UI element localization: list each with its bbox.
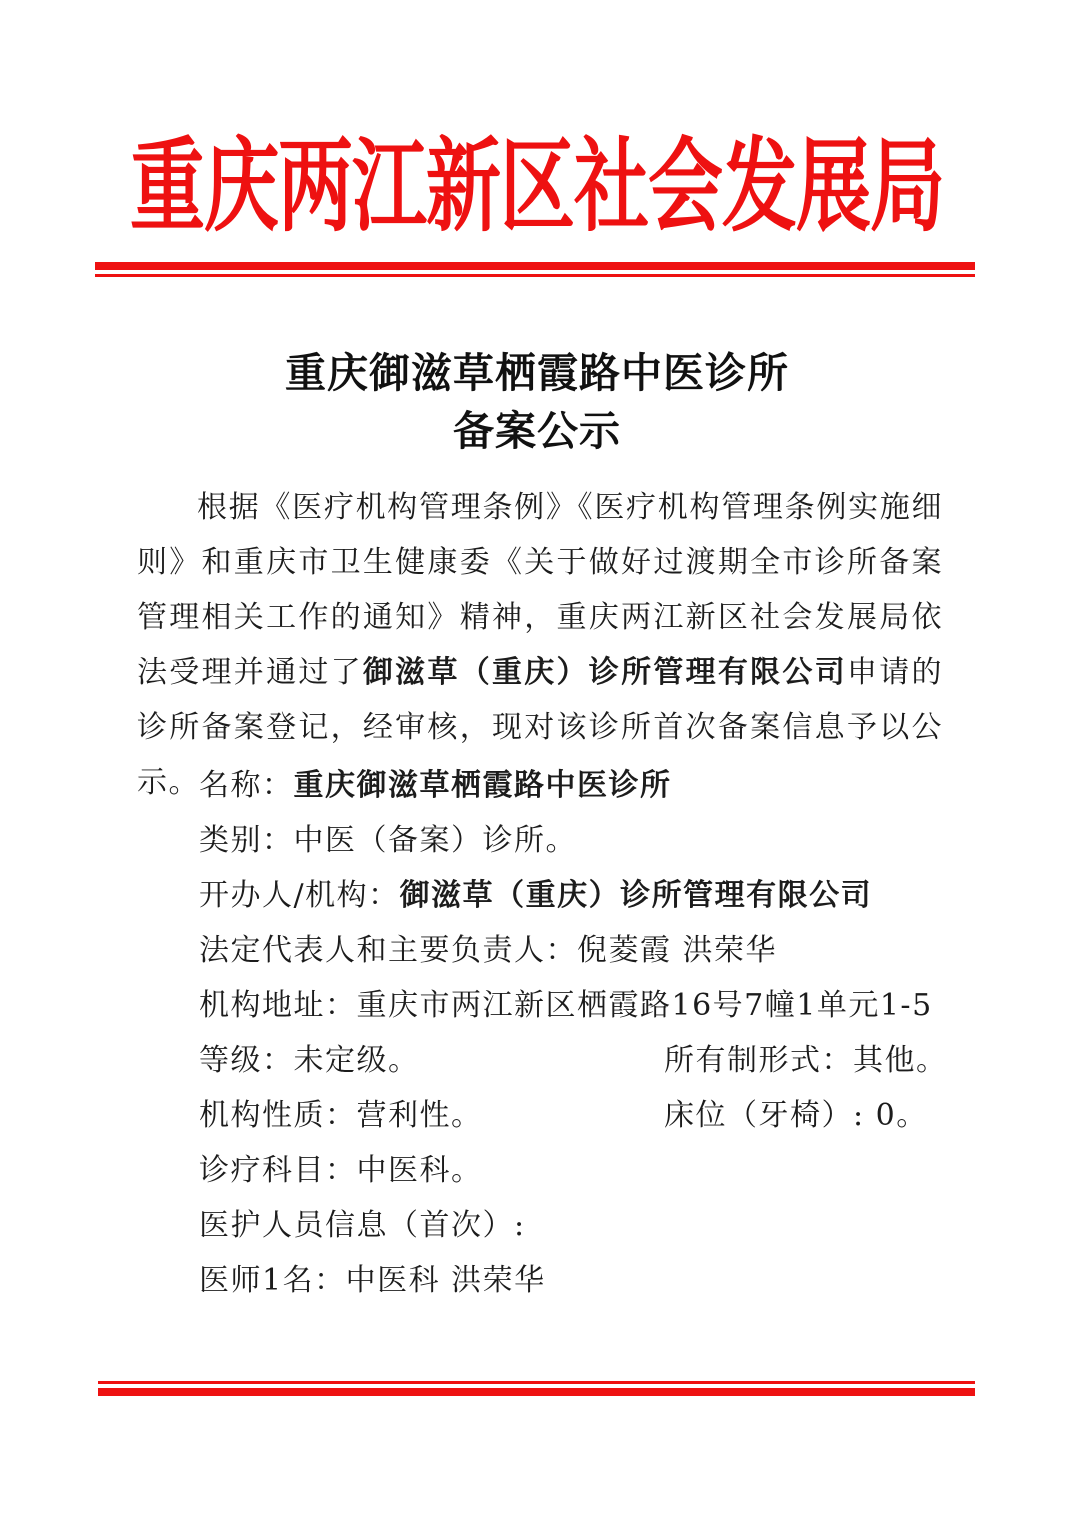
field-row-name <box>137 758 943 813</box>
field-value-departments: 中医科。 <box>356 1153 483 1188</box>
field-label-founder: 开办人/机构： <box>199 878 400 913</box>
field-label-departments: 诊疗科目： <box>199 1153 357 1188</box>
field-label-physician: 医师1名： <box>199 1263 346 1298</box>
filing-info-list <box>137 758 948 1308</box>
field-value-beds: 0。 <box>875 1098 928 1133</box>
field-value-legal-representative: 倪菱霞 洪荣华 <box>577 933 778 968</box>
document-title <box>0 344 1074 460</box>
field-nature <box>199 1098 483 1133</box>
field-beds <box>664 1088 928 1143</box>
document-title-line2: 备案公示 <box>453 407 621 455</box>
field-label-ownership: 所有制形式： <box>664 1043 853 1078</box>
field-value-grade: 未定级。 <box>293 1043 420 1078</box>
field-row-physician <box>137 1253 943 1308</box>
field-row-grade-ownership <box>137 1033 948 1088</box>
field-label-legal-representative: 法定代表人和主要负责人： <box>199 933 577 968</box>
field-row-address <box>137 978 943 1033</box>
footer-thick-rule <box>98 1388 975 1396</box>
field-value-ownership: 其他。 <box>853 1043 948 1078</box>
field-row-founder <box>137 868 943 923</box>
field-grade <box>199 1043 420 1078</box>
applicant-company-name: 御滋草（重庆）诊所管理有限公司 <box>362 655 847 690</box>
field-label-category: 类别： <box>199 823 294 858</box>
field-row-nature-beds <box>137 1088 943 1143</box>
field-row-category <box>137 813 943 868</box>
letterhead <box>0 126 1074 247</box>
footer-separator <box>98 1381 975 1396</box>
field-value-category: 中医（备案）诊所。 <box>293 823 577 858</box>
intro-tail-text: 申请的诊所备案登记，经审核，现对该诊所首次备案信息予以公示。 <box>137 655 944 800</box>
field-label-address: 机构地址： <box>199 988 357 1023</box>
field-label-name: 名称： <box>199 768 294 803</box>
agency-name: 重庆两江新区社会发展局 <box>129 126 944 247</box>
field-label-grade: 等级： <box>199 1043 294 1078</box>
field-label-beds: 床位（牙椅）: <box>664 1098 876 1133</box>
field-value-physician: 中医科 洪荣华 <box>345 1263 546 1298</box>
field-value-address: 重庆市两江新区栖霞路16号7幢1单元1-5 <box>356 988 933 1023</box>
field-ownership <box>664 1033 948 1088</box>
field-value-name: 重庆御滋草栖霞路中医诊所 <box>293 768 672 803</box>
header-thick-rule <box>95 262 975 270</box>
field-value-nature: 营利性。 <box>356 1098 483 1133</box>
document-title-line1: 重庆御滋草栖霞路中医诊所 <box>285 349 789 397</box>
field-label-nature: 机构性质： <box>199 1098 357 1133</box>
field-row-departments <box>137 1143 943 1198</box>
field-label-staff-info: 医护人员信息（首次）: <box>199 1208 526 1243</box>
header-separator <box>95 262 975 277</box>
header-thin-rule <box>95 274 975 277</box>
field-row-legal-representative <box>137 923 943 978</box>
intro-lead-text: 根据《医疗机构管理条例》《医疗机构管理条例实施细则》和重庆市卫生健康委《关于做好过渡期全市诊所备案管理相关工作的通知》精神，重庆两江新区社会发展局依法受理并通过了 <box>137 490 943 690</box>
field-row-staff-info-heading <box>137 1198 943 1253</box>
field-value-founder: 御滋草（重庆）诊所管理有限公司 <box>399 878 873 913</box>
